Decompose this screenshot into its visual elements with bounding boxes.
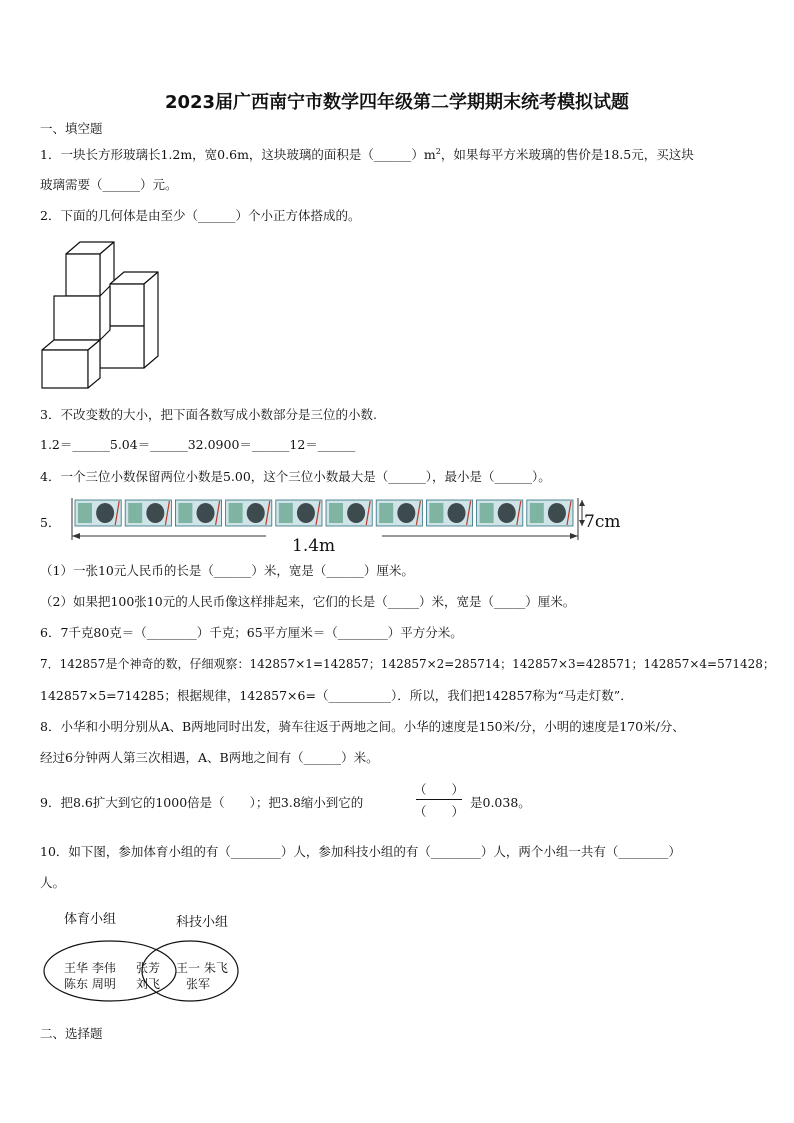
question-1-superscript: 2	[435, 146, 441, 156]
banknote-value-panel	[530, 503, 544, 523]
banknote-row-figure	[66, 496, 626, 556]
question-8-line-1: 8．小华和小明分别从A、B两地同时出发，骑车往返于两地之间。小华的速度是150米/分，小明的速度是170米/分、	[40, 719, 685, 734]
banknote-portrait	[146, 503, 164, 523]
width-arrow-head-top	[579, 500, 585, 506]
question-9-text-b: 是0.038。	[470, 795, 531, 810]
fraction-numerator: （ ）	[414, 782, 465, 797]
section-choice-heading: 二、选择题	[40, 1026, 103, 1041]
question-10-line-1: 10．如下图，参加体育小组的有（________）人，参加科技小组的有（________）人，两个小组一共有（________）	[40, 844, 681, 859]
cube-front-face	[110, 284, 144, 326]
venn-left-title: 体育小组	[64, 912, 117, 927]
banknote-value-panel	[229, 503, 243, 523]
banknote-value-panel	[329, 503, 343, 523]
banknote-value-panel	[128, 503, 142, 523]
question-5-number: 5．	[40, 515, 61, 530]
question-4-text: 4．一个三位小数保留两位小数是5.00，这个三位小数最大是（______），最小是（______）。	[40, 469, 551, 484]
question-1-text-a: 1．一块长方形玻璃长1.2m，宽0.6m，这块玻璃的面积是（______）m	[40, 147, 436, 162]
venn-right-row-1: 王一 朱飞	[176, 961, 228, 975]
question-3-text: 3．不改变数的大小，把下面各数写成小数部分是三位的小数.	[40, 407, 377, 422]
fraction-denominator: （ ）	[414, 804, 465, 819]
banknote-portrait	[548, 503, 566, 523]
cube-front-face	[66, 254, 100, 296]
venn-right-title: 科技小组	[176, 915, 229, 930]
venn-left-row-2: 陈东 周明	[64, 977, 116, 991]
banknote-portrait	[197, 503, 215, 523]
banknote	[326, 500, 372, 526]
banknote	[125, 500, 171, 526]
banknote	[276, 500, 322, 526]
cube-side-face	[144, 272, 158, 368]
venn-left-row-1: 王华 李伟	[64, 961, 116, 975]
question-7-line-1: 7．142857是个神奇的数，仔细观察：142857×1=142857；142857×2=285714；142857×3=428571；142857×4=571428；	[40, 657, 775, 671]
question-2-text: 2．下面的几何体是由至少（______）个小正方体搭成的。	[40, 208, 361, 223]
banknote-portrait	[297, 503, 315, 523]
banknote	[376, 500, 422, 526]
venn-middle-row-1: 张芳	[136, 961, 161, 975]
banknote-value-panel	[78, 503, 92, 523]
banknote	[477, 500, 523, 526]
banknote	[75, 500, 121, 526]
arrow-head-right	[570, 533, 578, 539]
banknote-portrait	[397, 503, 415, 523]
banknote-value-panel	[429, 503, 443, 523]
banknote-portrait	[448, 503, 466, 523]
section-fill-blank-heading: 一、填空题	[40, 121, 103, 136]
question-6-text: 6．7千克80克＝（________）千克；65平方厘米＝（________）平方分米。	[40, 625, 463, 640]
question-5-sub-2: （2）如果把100张10元的人民币像这样排起来，它们的长是（_____）米，宽是（_____）厘米。	[40, 594, 576, 609]
question-1-text-b: ，如果每平方米玻璃的售价是18.5元，买这块	[440, 147, 694, 162]
banknote-value-panel	[379, 503, 393, 523]
question-3-items: 1.2＝______5.04＝______32.0900＝______12＝______	[40, 437, 356, 452]
venn-right-row-2: 张军	[186, 977, 211, 991]
page-title: 2023届广西南宁市数学四年级第二学期期末统考模拟试题	[164, 92, 630, 113]
width-label: 7cm	[584, 512, 621, 532]
cube-front-face	[42, 350, 88, 388]
question-5-sub-1: （1）一张10元人民币的长是（______）米，宽是（______）厘米。	[40, 563, 414, 578]
banknote-value-panel	[279, 503, 293, 523]
banknote-value-panel	[178, 503, 192, 523]
cube-stack-figure	[38, 222, 168, 392]
banknote	[426, 500, 472, 526]
banknote-portrait	[96, 503, 114, 523]
venn-middle-row-2: 刘飞	[136, 977, 161, 991]
length-label: 1.4m	[292, 536, 336, 556]
banknote	[527, 500, 573, 526]
question-9-fraction	[414, 780, 464, 820]
question-8-line-2: 经过6分钟两人第三次相遇，A、B两地之间有（______）米。	[40, 750, 379, 765]
arrow-head-left	[72, 533, 80, 539]
fraction-bar	[416, 799, 462, 800]
banknote-portrait	[247, 503, 265, 523]
banknote	[226, 500, 272, 526]
question-1-line-2: 玻璃需要（______）元。	[40, 177, 178, 192]
banknote-portrait	[347, 503, 365, 523]
banknote	[175, 500, 221, 526]
question-9-text-a: 9．把8.6扩大到它的1000倍是（ ）；把3.8缩小到它的	[40, 795, 364, 810]
question-7-line-2: 142857×5=714285；根据规律，142857×6=（__________）．所以，我们把142857称为“马走灯数”．	[40, 688, 633, 703]
question-1-line-1	[40, 147, 694, 163]
question-10-line-2: 人。	[40, 875, 66, 890]
banknote-value-panel	[480, 503, 494, 523]
banknote-portrait	[498, 503, 516, 523]
cube-front-face	[54, 296, 100, 340]
cube-side-face	[100, 286, 110, 340]
